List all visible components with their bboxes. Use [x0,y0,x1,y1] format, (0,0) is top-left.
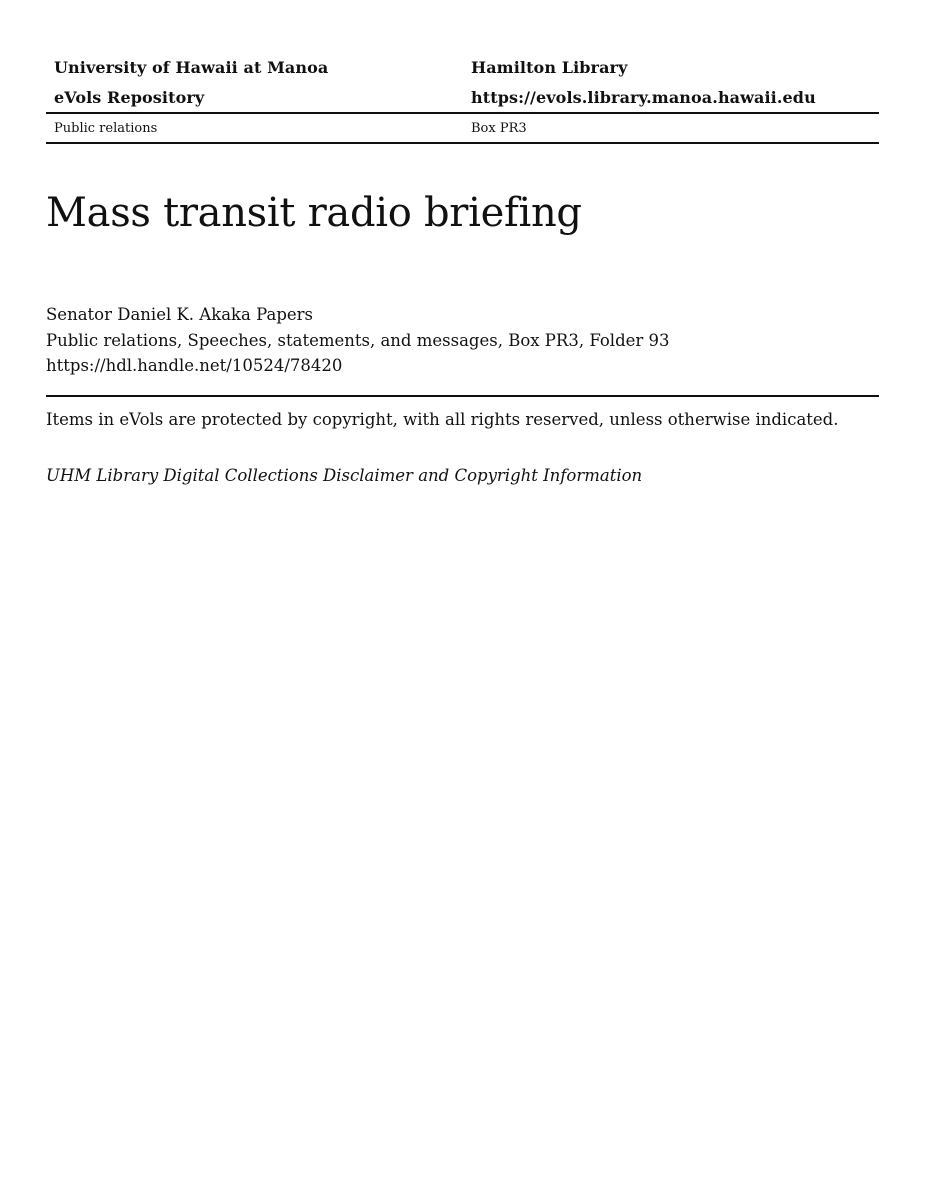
handle-link[interactable]: https://hdl.handle.net/10524/78420 [46,356,343,375]
header-bottom-divider [46,142,879,144]
series-label: Public relations [54,120,158,136]
disclaimer-link[interactable]: UHM Library Digital Collections Disclaimer and Copyright Information [46,466,643,485]
repository-url[interactable]: https://evols.library.manoa.hawaii.edu [471,87,816,107]
document-title: Mass transit radio briefing [46,190,582,236]
box-label: Box PR3 [471,120,527,136]
header-row-2 [46,82,879,112]
library-name: Hamilton Library [471,57,628,77]
header-row-1 [46,52,879,82]
document-metadata [46,302,670,379]
copyright-notice: Items in eVols are protected by copyright, with all rights reserved, unless otherwise indicated. [46,410,839,429]
header-row-3 [46,114,879,142]
content-divider [46,395,879,397]
repository-name: eVols Repository [54,87,205,107]
folder-location: Public relations, Speeches, statements, and messages, Box PR3, Folder 93 [46,330,670,350]
header-table [46,52,879,144]
institution-name: University of Hawaii at Manoa [54,57,329,77]
collection-name: Senator Daniel K. Akaka Papers [46,305,314,324]
